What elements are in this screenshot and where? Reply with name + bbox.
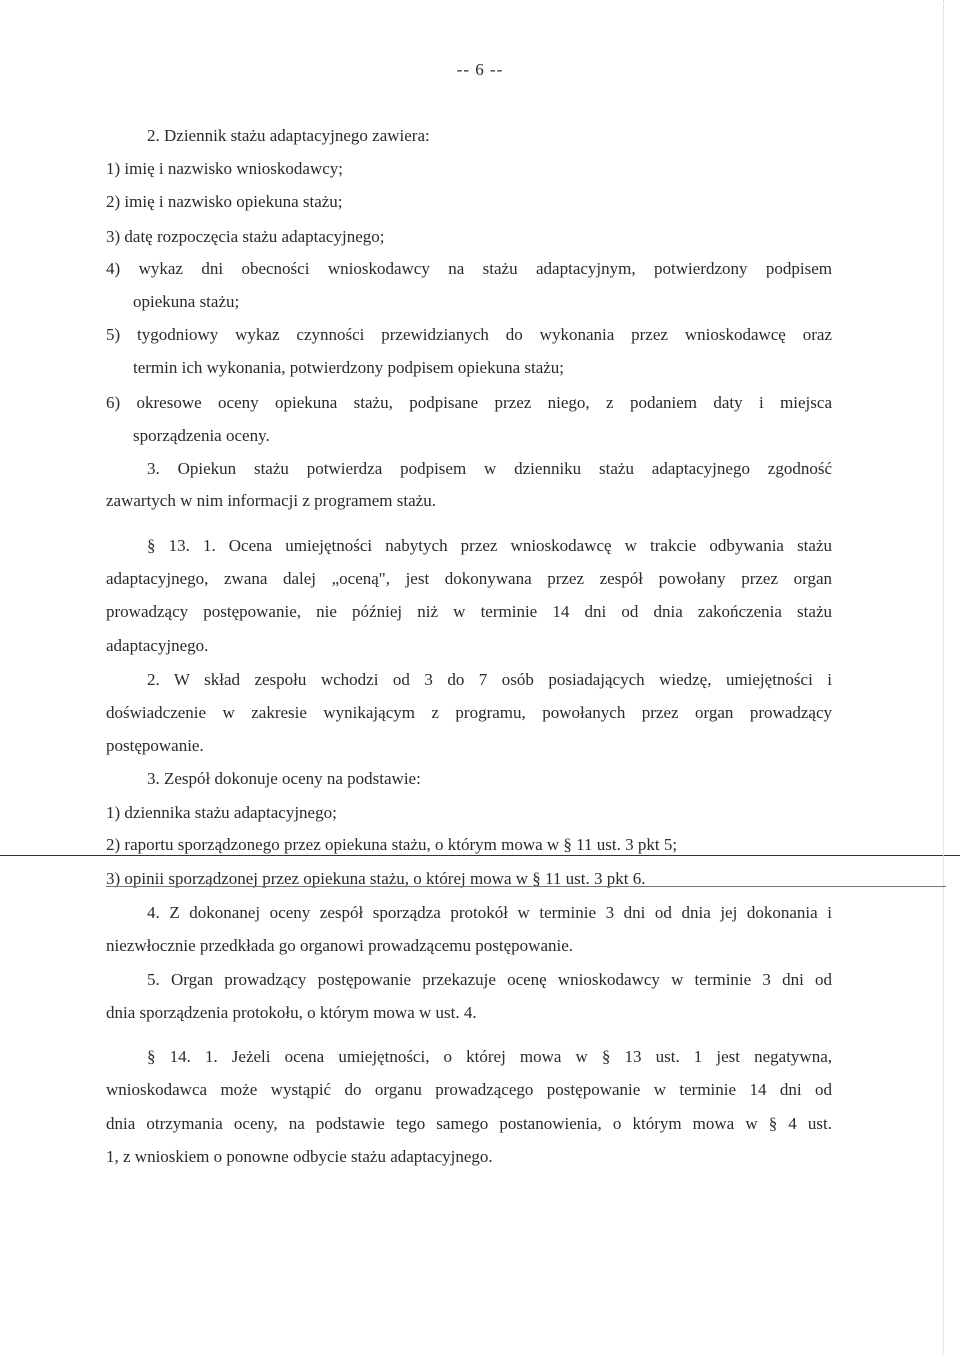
paragraph-line: wnioskodawca może wystąpić do organu prowadzącego postępowanie w terminie 14 dni od — [106, 1080, 832, 1099]
list-item-continuation: sporządzenia oceny. — [133, 426, 270, 445]
list-item-continuation: termin ich wykonania, potwierdzony podpisem opiekuna stażu; — [133, 358, 565, 377]
list-item: 2) raportu sporządzonego przez opiekuna stażu, o którym mowa w § 11 ust. 3 pkt 5; — [106, 835, 678, 854]
list-item: 3) datę rozpoczęcia stażu adaptacyjnego; — [106, 227, 385, 246]
list-item: 3) opinii sporządzonej przez opiekuna stażu, o której mowa w § 11 ust. 3 pkt 6. — [106, 869, 646, 888]
paragraph-line: 1, z wnioskiem o ponowne odbycie stażu adaptacyjnego. — [106, 1147, 493, 1166]
paragraph-line: adaptacyjnego, zwana dalej „oceną", jest dokonywana przez zespół powołany przez organ — [106, 569, 832, 588]
paragraph-line: niezwłocznie przedkłada go organowi prowadzącemu postępowanie. — [106, 936, 574, 955]
list-item: 2) imię i nazwisko opiekuna stażu; — [106, 192, 343, 211]
paragraph-line: dnia sporządzenia protokołu, o którym mowa w ust. 4. — [106, 1003, 477, 1022]
paragraph-line: 2. Dziennik stażu adaptacyjnego zawiera: — [147, 126, 430, 145]
paragraph-line: postępowanie. — [106, 736, 204, 755]
list-item: 1) imię i nazwisko wnioskodawcy; — [106, 159, 344, 178]
paragraph-line: 2. W skład zespołu wchodzi od 3 do 7 osób posiadających wiedzę, umiejętności i — [147, 670, 832, 689]
paragraph-line: adaptacyjnego. — [106, 636, 209, 655]
list-item: 1) dziennika stażu adaptacyjnego; — [106, 803, 337, 822]
paragraph-line: 3. Zespół dokonuje oceny na podstawie: — [147, 769, 421, 788]
paragraph-line: 4. Z dokonanej oceny zespół sporządza protokół w terminie 3 dni od dnia jej dokonania i — [147, 903, 832, 922]
paragraph-line: doświadczenie w zakresie wynikającym z programu, powołanych przez organ prowadzący — [106, 703, 832, 722]
paragraph-line: dnia otrzymania oceny, na podstawie tego samego postanowienia, o którym mowa w § 4 ust. — [106, 1114, 832, 1133]
list-item-continuation: opiekuna stażu; — [133, 292, 240, 311]
paragraph-line: 3. Opiekun stażu potwierdza podpisem w dzienniku stażu adaptacyjnego zgodność — [147, 459, 832, 478]
paragraph-line: zawartych w nim informacji z programem stażu. — [106, 491, 436, 510]
page-number: -- 6 -- — [456, 60, 504, 79]
scan-divider-line — [0, 855, 960, 856]
section-13-line: § 13. 1. Ocena umiejętności nabytych przez wnioskodawcę w trakcie odbywania stażu — [147, 536, 832, 555]
scan-underline — [106, 886, 946, 887]
scan-edge — [943, 0, 944, 1354]
section-14-line: § 14. 1. Jeżeli ocena umiejętności, o której mowa w § 13 ust. 1 jest negatywna, — [147, 1047, 832, 1066]
paragraph-line: prowadzący postępowanie, nie później niż w terminie 14 dni od dnia zakończenia stażu — [106, 602, 832, 621]
paragraph-line: 5. Organ prowadzący postępowanie przekazuje ocenę wnioskodawcy w terminie 3 dni od — [147, 970, 832, 989]
list-item: 6) okresowe oceny opiekuna stażu, podpisane przez niego, z podaniem daty i miejsca — [106, 393, 832, 412]
list-item: 5) tygodniowy wykaz czynności przewidzianych do wykonania przez wnioskodawcę oraz — [106, 325, 832, 344]
list-item: 4) wykaz dni obecności wnioskodawcy na stażu adaptacyjnym, potwierdzony podpisem — [106, 259, 832, 278]
